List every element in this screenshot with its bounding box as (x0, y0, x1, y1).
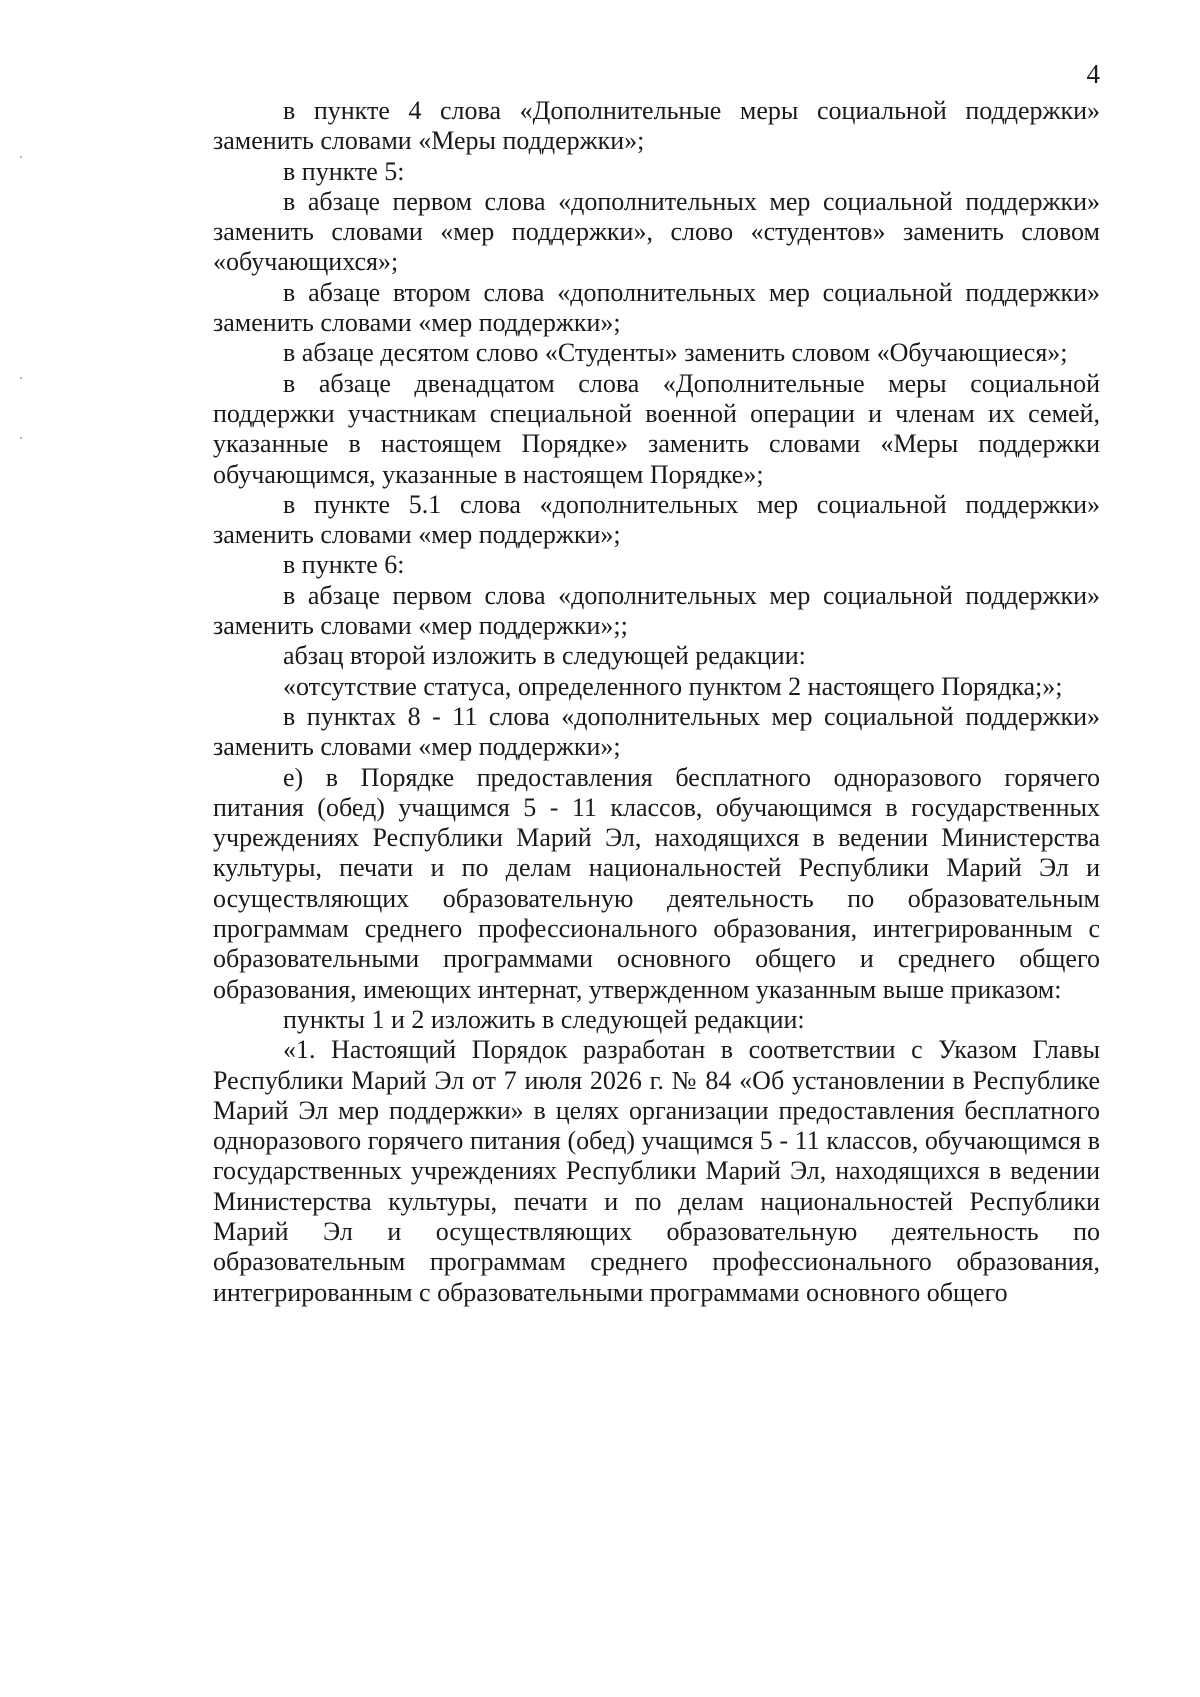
paragraph: абзац второй изложить в следующей редакции: (283, 641, 806, 671)
page-number: 4 (1086, 59, 1100, 89)
scan-speck (20, 437, 22, 439)
paragraph: в пункте 4 слова «Дополнительные меры социальной поддержки» заменить словами «Меры поддержки»; (213, 96, 1100, 156)
paragraph: пункты 1 и 2 изложить в следующей редакции: (283, 1004, 805, 1034)
paragraph: в пункте 5: (283, 156, 405, 186)
scan-speck (20, 156, 22, 158)
paragraph: в абзаце первом слова «дополнительных мер социальной поддержки» заменить словами «мер поддержки»;; (213, 580, 1100, 641)
paragraph: в пункте 5.1 слова «дополнительных мер социальной поддержки» заменить словами «мер поддержки»; (213, 489, 1100, 550)
paragraph: в абзаце десятом слово «Студенты» заменить словом «Обучающиеся»; (283, 338, 1068, 368)
document-body (213, 96, 1100, 1308)
paragraph: в абзаце первом слова «дополнительных мер социальной поддержки» заменить словами «мер поддержки», слово «студентов» заменить словом «обучающихся»; (213, 186, 1100, 277)
paragraph: «1. Настоящий Порядок разработан в соответствии с Указом Главы Республики Марий Эл от 7 июля 2026 г. № 84 «Об установлении в Республике Марий Эл мер поддержки» в целях организации предоставления бесплатного одноразового горячего питания (обед) учащимся 5 - 11 классов, обучающимся в государственных учреждениях Республики Марий Эл, находящихся в ведении Министерства культуры, печати и по делам национальностей Республики Марий Эл и осуществляющих образовательную деятельность по образовательным программам среднего профессионального образования, интегрированным с образовательными программами основного общего (213, 1035, 1100, 1307)
paragraph: е) в Порядке предоставления бесплатного одноразового горячего питания (обед) учащимся 5 - 11 классов, обучающимся в государственных учреждениях Республики Марий Эл, находящихся в ведении Министерства культуры, печати и по делам национальностей Республики Марий Эл и осуществляющих образовательную деятельность по образовательным программам среднего профессионального образования, интегрированным с образовательными программами основного общего и среднего общего образования, имеющих интернат, утвержденном указанным выше приказом: (213, 762, 1100, 1004)
paragraph: «отсутствие статуса, определенного пунктом 2 настоящего Порядка;»; (283, 671, 1063, 701)
paragraph: в абзаце двенадцатом слова «Дополнительные меры социальной поддержки участникам специальной военной операции и членам их семей, указанные в настоящем Порядке» заменить словами «Меры поддержки обучающимся, указанные в настоящем Порядке»; (213, 368, 1100, 489)
paragraph: в пунктах 8 - 11 слова «дополнительных мер социальной поддержки» заменить словами «мер поддержки»; (213, 701, 1100, 762)
paragraph: в пункте 6: (283, 550, 405, 580)
scan-speck (20, 377, 22, 379)
paragraph: в абзаце втором слова «дополнительных мер социальной поддержки» заменить словами «мер поддержки»; (213, 277, 1100, 338)
